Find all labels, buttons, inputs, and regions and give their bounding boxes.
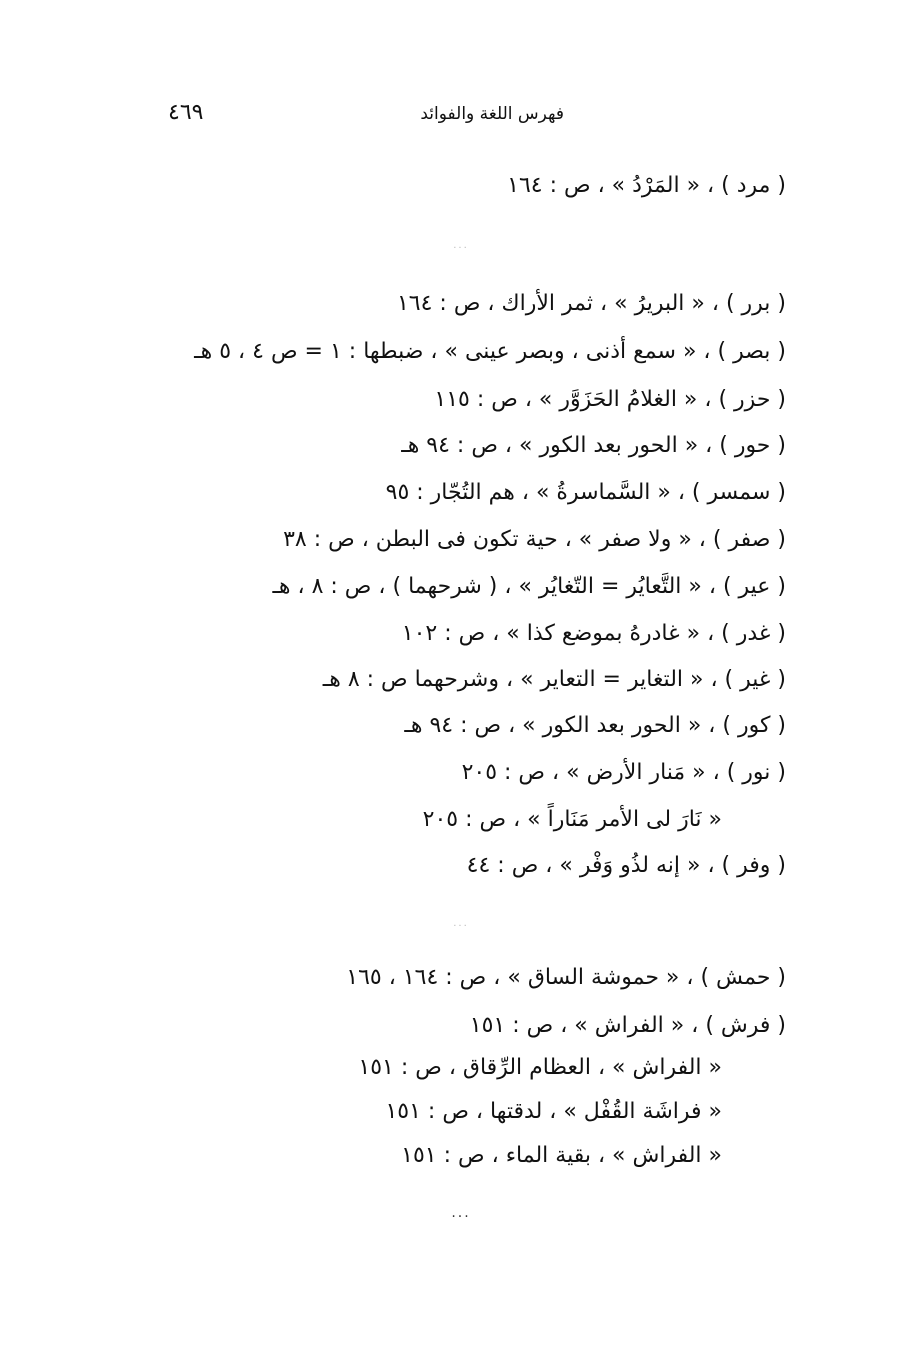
index-entry: ( حزر ) ، « الغلامُ الحَزَوَّر » ، ص : ١١٥: [434, 387, 786, 412]
running-title: فهرس اللغة والفوائد: [420, 104, 564, 124]
index-entry: ( كور ) ، « الحور بعد الكور » ، ص : ٩٤ هـ: [404, 713, 786, 738]
index-entry: ( حور ) ، « الحور بعد الكور » ، ص : ٩٤ هـ: [401, 433, 786, 458]
index-entry: ( سمسر ) ، « السَّماسرةُ » ، هم التُجّار : ٩٥: [385, 480, 786, 505]
index-subentry: « الفراش » ، العظام الرِّقاق ، ص : ١٥١: [358, 1055, 722, 1080]
section-separator: ...: [453, 240, 469, 251]
index-subentry: « الفراش » ، بقية الماء ، ص : ١٥١: [401, 1143, 722, 1168]
page-number: ٤٦٩: [168, 100, 204, 125]
index-entry: ( صفر ) ، « ولا صفر » ، حية تكون فى البطن ، ص : ٣٨: [283, 527, 786, 552]
index-entry: ( حمش ) ، « حموشة الساق » ، ص : ١٦٤ ، ١٦٥: [346, 965, 786, 990]
index-entry: ( وفر ) ، « إنه لذُو وَفْر » ، ص : ٤٤: [466, 853, 786, 878]
index-entry: ( فرش ) ، « الفراش » ، ص : ١٥١: [469, 1013, 786, 1038]
index-entry: ( غير ) ، « التغاير = التعاير » ، وشرحهما ص : ٨ هـ: [322, 667, 786, 692]
section-separator: ...: [453, 918, 469, 929]
index-entry: ( نور ) ، « مَنار الأرض » ، ص : ٢٠٥: [461, 760, 786, 785]
index-entry: ( برر ) ، « البريرُ » ، ثمر الأراك ، ص : ١٦٤: [396, 291, 786, 316]
index-entry: ( غدر ) ، « غادرهُ بموضع كذا » ، ص : ١٠٢: [401, 621, 786, 646]
index-subentry: « فراشَة القُفْل » ، لدقتها ، ص : ١٥١: [385, 1099, 722, 1124]
index-entry: ( عير ) ، « التَّعايُر = التّغايُر » ، ( شرحهما ) ، ص : ٨ ، هـ: [272, 574, 786, 599]
index-entry-mrd: ( مرد ) ، « المَرْدُ » ، ص : ١٦٤: [507, 173, 786, 198]
index-entry: ( بصر ) ، « سمع أذنى ، وبصر عينى » ، ضبطها : ١ = ص ٤ ، ٥ هـ: [194, 339, 786, 364]
section-separator: ...: [451, 1205, 471, 1221]
index-subentry: « نَارَ لى الأمر مَنَاراً » ، ص : ٢٠٥: [422, 807, 722, 832]
